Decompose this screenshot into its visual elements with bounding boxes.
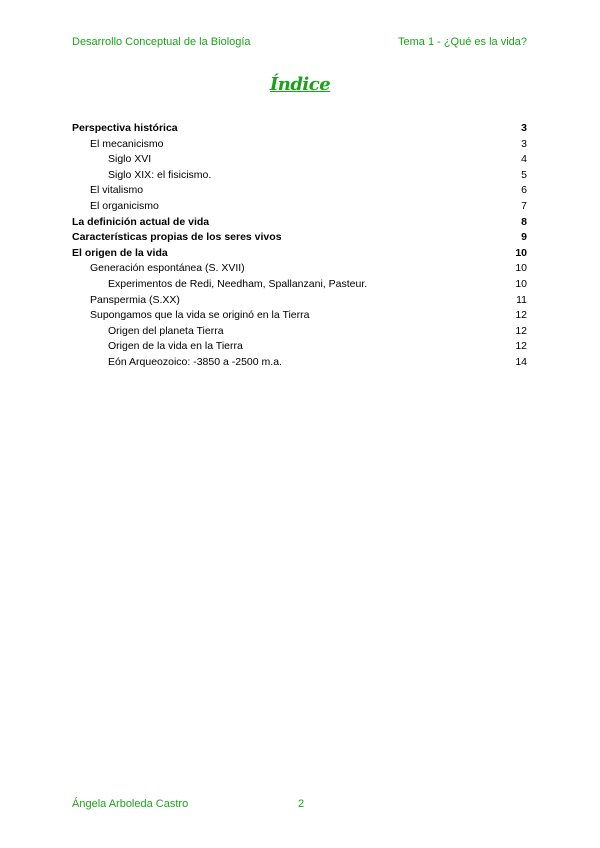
footer-author: Ángela Arboleda Castro xyxy=(72,798,189,810)
toc-entry-label: Origen de la vida en la Tierra xyxy=(108,340,243,353)
header-chapter-title: Tema 1 - ¿Qué es la vida? xyxy=(397,36,527,48)
toc-entry-page: 12 xyxy=(515,309,527,322)
toc-entry-page: 7 xyxy=(521,199,527,212)
toc-entry-label: El origen de la vida xyxy=(72,246,168,259)
toc-entry[interactable] xyxy=(72,355,527,371)
page-title: Índice xyxy=(269,74,331,95)
toc-entry-page: 10 xyxy=(515,277,527,290)
toc-entry[interactable] xyxy=(72,152,527,168)
toc-entry-label: Características propias de los seres vivos xyxy=(72,231,282,244)
toc-entry-page: 10 xyxy=(515,262,527,275)
toc-entry[interactable] xyxy=(72,230,527,246)
toc-entry-page: 14 xyxy=(515,355,527,368)
toc-entry-page: 11 xyxy=(516,293,527,306)
toc-entry-page: 10 xyxy=(515,246,527,259)
toc-entry[interactable] xyxy=(72,308,527,324)
toc-entry-label: El organicismo xyxy=(90,199,159,212)
toc-entry-label: Siglo XIX: el fisicismo. xyxy=(108,168,212,181)
toc-entry-page: 12 xyxy=(515,340,527,353)
toc-entry[interactable] xyxy=(72,293,527,309)
toc-entry-label: Perspectiva histórica xyxy=(72,122,178,134)
toc-entry[interactable] xyxy=(72,199,527,215)
toc-entry-page: 12 xyxy=(515,324,527,337)
toc-entry[interactable] xyxy=(72,183,527,199)
toc-entry-label: Origen del planeta Tierra xyxy=(108,324,224,337)
toc-entry-label: Eón Arqueozoico: -3850 a -2500 m.a. xyxy=(108,355,282,368)
toc-entry-page: 5 xyxy=(521,168,527,181)
toc-entry-label: Generación espontánea (S. XVII) xyxy=(90,262,245,275)
toc-entry[interactable] xyxy=(72,168,527,184)
toc-entry-page: 9 xyxy=(521,231,527,244)
toc-entry[interactable] xyxy=(72,277,527,293)
toc-entry-label: La definición actual de vida xyxy=(72,215,210,228)
toc-entry-page: 3 xyxy=(521,122,527,134)
footer-page-number: 2 xyxy=(298,798,305,810)
toc-entry-page: 3 xyxy=(521,137,527,150)
toc-entry-label: Experimentos de Redi, Needham, Spallanzani, Pasteur. xyxy=(108,277,368,290)
toc-entry-page: 4 xyxy=(521,153,527,166)
toc-entry-label: Panspermia (S.XX) xyxy=(90,293,180,306)
header-document-title: Desarrollo Conceptual de la Biología xyxy=(72,36,251,48)
toc-entry[interactable] xyxy=(72,137,527,153)
toc-entry[interactable] xyxy=(72,324,527,340)
toc-entry[interactable] xyxy=(72,215,527,231)
table-of-contents xyxy=(72,121,527,371)
toc-entry-label: Siglo XVI xyxy=(108,153,152,166)
toc-entry-page: 6 xyxy=(521,184,527,197)
toc-entry-label: El mecanicismo xyxy=(90,137,164,150)
toc-entry[interactable] xyxy=(72,261,527,277)
toc-entry-page: 8 xyxy=(521,215,527,228)
toc-entry[interactable] xyxy=(72,121,527,137)
toc-entry[interactable] xyxy=(72,339,527,355)
toc-entry-label: El vitalismo xyxy=(90,184,144,197)
toc-entry-label: Supongamos que la vida se originó en la Tierra xyxy=(90,309,310,322)
toc-entry[interactable] xyxy=(72,246,527,262)
